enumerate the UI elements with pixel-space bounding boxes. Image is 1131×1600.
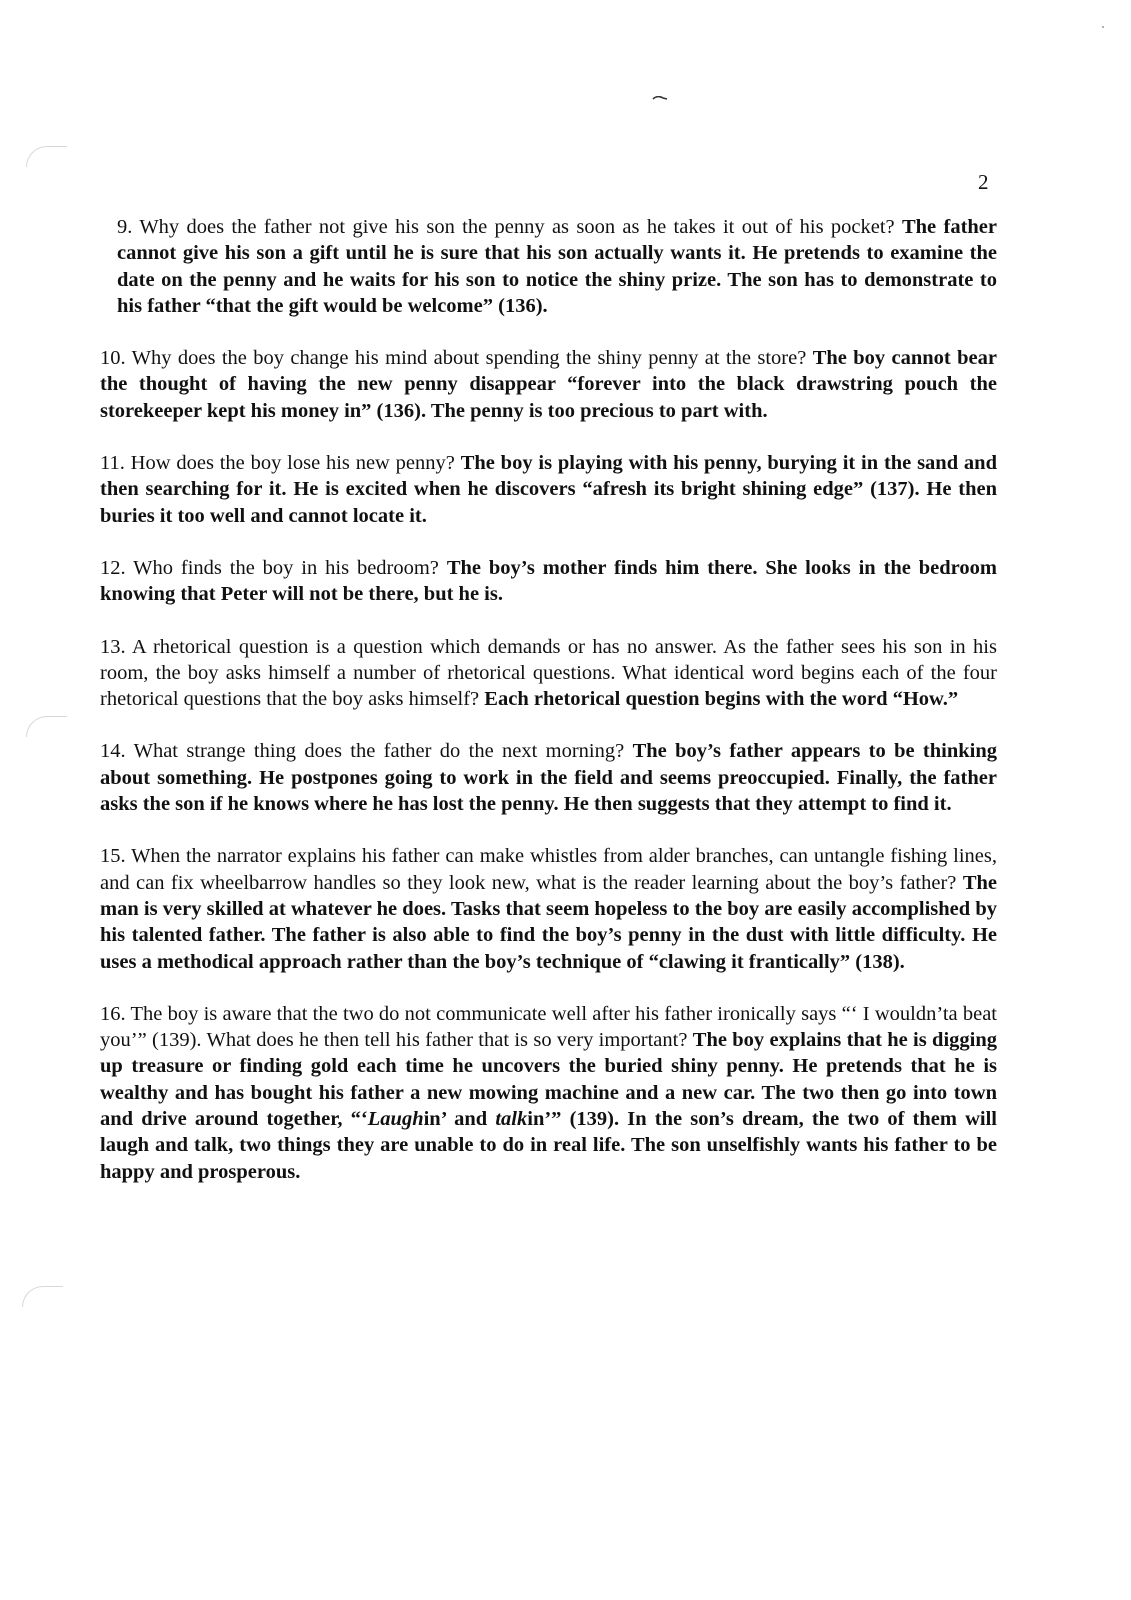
question-item-9	[100, 214, 997, 319]
question-item-14	[100, 738, 997, 817]
hole-punch-mark-icon	[26, 146, 67, 167]
answer-segment: in’ and	[423, 1108, 496, 1131]
answer-italic-word: talk	[495, 1108, 528, 1131]
question-item-16	[100, 1001, 997, 1185]
question-text: 12. Who finds the boy in his bedroom?	[100, 556, 439, 579]
question-text: 14. What strange thing does the father do the next morning?	[100, 740, 625, 763]
scan-mark-icon	[652, 96, 668, 101]
answer-text	[100, 1029, 997, 1182]
answer-text: The boy’s mother finds him there. She looks in the bedroom knowing that Peter will not be there, but he is.	[100, 556, 997, 606]
answer-text: Each rhetorical question begins with the word “How.”	[484, 688, 959, 711]
answer-text: The boy is playing with his penny, burying it in the sand and then searching for it. He is excited when he discovers “afresh its bright shining edge” (137). He then buries it too well and cannot locate it.	[100, 452, 997, 527]
page-number: 2	[978, 170, 989, 194]
answer-segment: The boy explains that he is digging up treasure or finding gold each time he uncovers the buried shiny penny. He pretends that he is wealthy and has bought his father a new mowing machine and a new car. The two then go into town and drive around together, “‘	[100, 1029, 997, 1131]
question-item-11	[100, 450, 997, 529]
question-text: 13. A rhetorical question is a question which demands or has no answer. As the father sees his son in his room, the boy asks himself a number of rhetorical questions. What identical word begins each of the four rhetorical questions that the boy asks himself?	[100, 635, 997, 711]
question-item-15	[100, 843, 997, 974]
question-text: 11. How does the boy lose his new penny?	[100, 452, 455, 475]
question-item-12	[100, 555, 997, 608]
answer-text: The boy’s father appears to be thinking about something. He postpones going to work in the field and seems preoccupied. Finally, the father asks the son if he knows where he has lost the penny. He then suggests that they attempt to find it.	[100, 740, 998, 816]
question-item-13	[100, 634, 997, 713]
question-text: 16. The boy is aware that the two do not communicate well after his father ironically says “‘ I wouldn’ta beat you’” (139). What does he then tell his father that is so very important?	[100, 1002, 997, 1052]
answer-segment: in’” (139). In the son’s dream, the two of them will laugh and talk, two things they are unable to do in real life. The son unselfishly wants his father to be happy and prosperous.	[100, 1108, 997, 1183]
question-list	[100, 214, 997, 1211]
answer-text: The man is very skilled at whatever he does. Tasks that seem hopeless to the boy are easily accomplished by his talented father. The father is also able to find the boy’s penny in the dust with little difficulty. He uses a methodical approach rather than the boy’s technique of “clawing it frantically” (138).	[100, 871, 998, 973]
scan-speck-icon	[1102, 26, 1104, 28]
hole-punch-mark-icon	[22, 1286, 63, 1307]
question-item-10	[100, 345, 997, 424]
hole-punch-mark-icon	[26, 716, 67, 737]
question-text: 9. Why does the father not give his son the penny as soon as he takes it out of his pocket?	[117, 216, 895, 238]
answer-italic-word: Laugh	[367, 1108, 424, 1131]
question-text: 10. Why does the boy change his mind about spending the shiny penny at the store?	[100, 347, 807, 370]
answer-text: The boy cannot bear the thought of having the new penny disappear “forever into the black drawstring pouch the storekeeper kept his money in” (136). The penny is too precious to part with.	[100, 347, 997, 422]
question-text: 15. When the narrator explains his father can make whistles from alder branches, can untangle fishing lines, and can fix wheelbarrow handles so they look new, what is the reader learning about the boy’s father?	[100, 845, 997, 894]
answer-text: The father cannot give his son a gift until he is sure that his son actually wants it. He pretends to examine the date on the penny and he waits for his son to notice the shiny prize. The son has to demonstrate to his father “that the gift would be welcome” (136).	[117, 216, 997, 317]
